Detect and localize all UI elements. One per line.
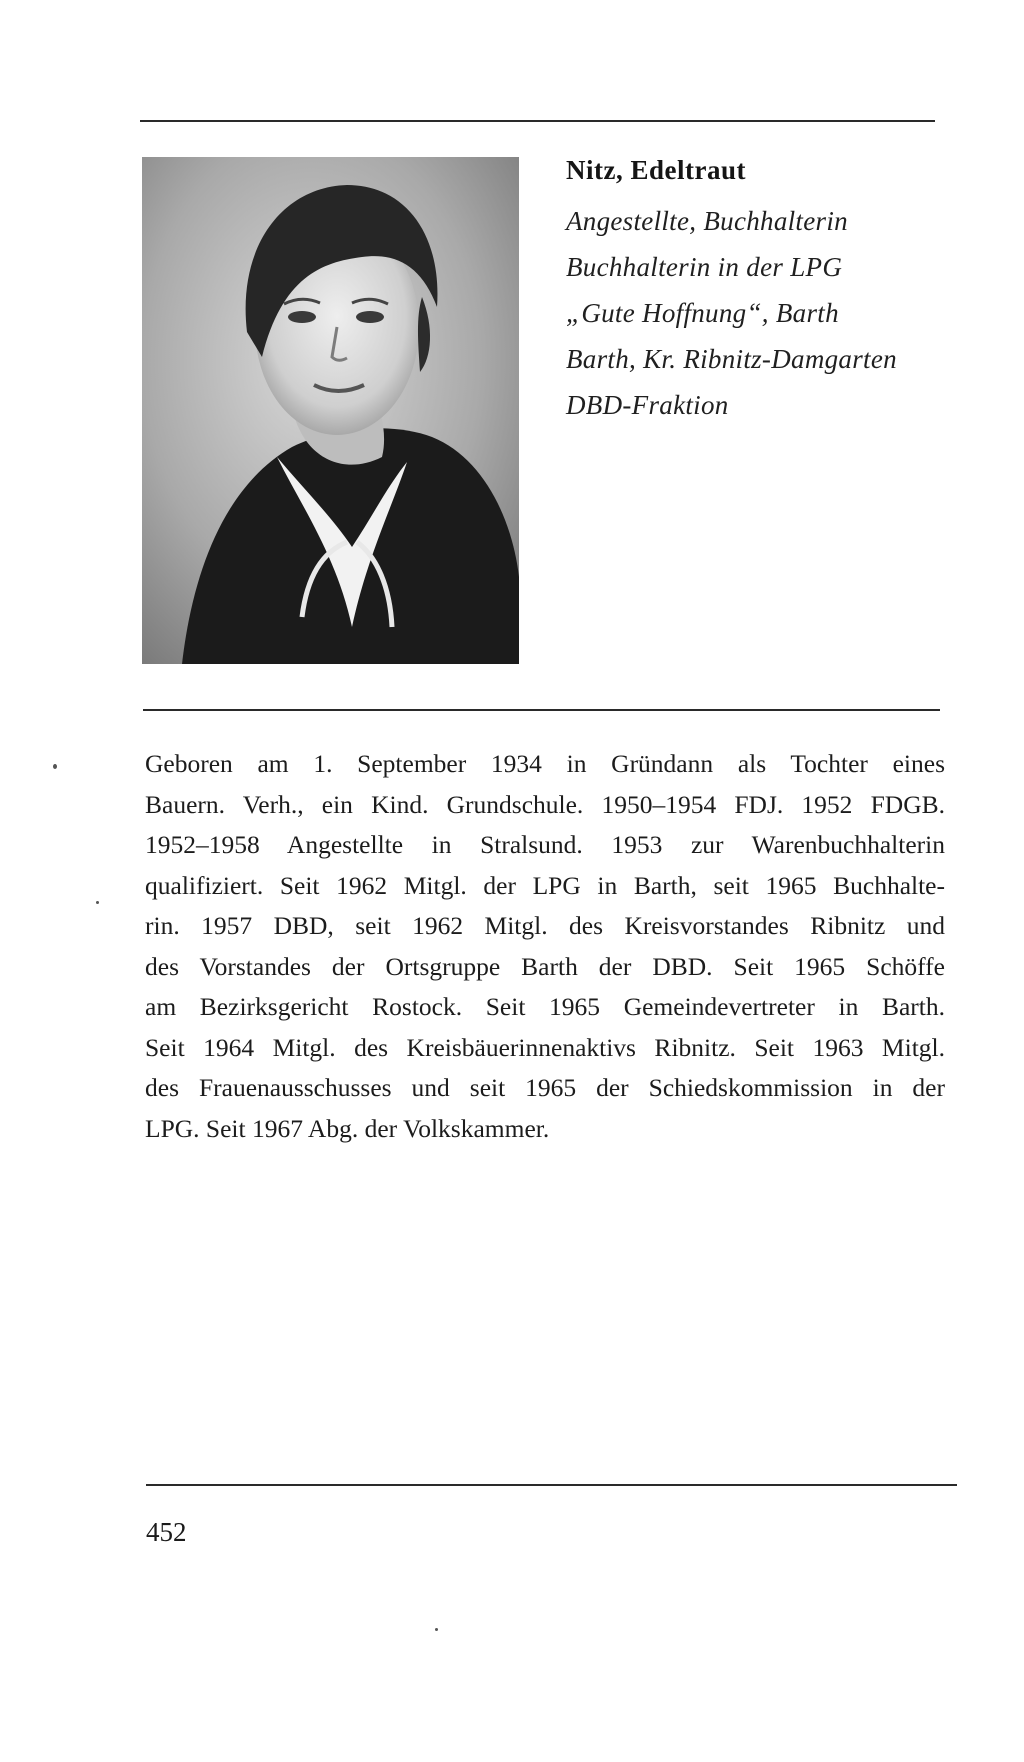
biography-line: Bauern. Verh., ein Kind. Grundschule. 1950–1954 FDJ. 1952 FDGB. bbox=[145, 789, 945, 819]
biography-line: Seit 1964 Mitgl. des Kreisbäuerinnenaktivs Ribnitz. Seit 1963 Mitgl. bbox=[145, 1032, 945, 1062]
residence: Barth, Kr. Ribnitz-Damgarten bbox=[566, 344, 897, 374]
biography-line: Geboren am 1. September 1934 in Gründann als Tochter eines bbox=[145, 749, 945, 778]
scan-speck bbox=[435, 1628, 438, 1631]
biography-text bbox=[145, 744, 945, 1149]
top-divider bbox=[140, 120, 935, 122]
scan-speck bbox=[53, 764, 57, 769]
biography-line: am Bezirksgericht Rostock. Seit 1965 Gemeindevertreter in Barth. bbox=[145, 992, 945, 1021]
biography-line: LPG. Seit 1967 Abg. der Volkskammer. bbox=[145, 1113, 550, 1143]
entry-header bbox=[566, 150, 966, 428]
person-name: Nitz, Edeltraut bbox=[566, 155, 746, 185]
faction: DBD-Fraktion bbox=[566, 390, 729, 420]
workplace-line-2: „Gute Hoffnung“, Barth bbox=[566, 298, 839, 328]
bottom-divider bbox=[146, 1484, 957, 1486]
occupation: Angestellte, Buchhalterin bbox=[566, 206, 848, 236]
biography-line: des Vorstandes der Ortsgruppe Barth der DBD. Seit 1965 Schöffe bbox=[145, 951, 945, 981]
middle-divider bbox=[143, 709, 940, 711]
biography-line: 1952–1958 Angestellte in Stralsund. 1953 zur Warenbuchhalterin bbox=[145, 830, 945, 859]
workplace-line-1: Buchhalterin in der LPG bbox=[566, 252, 843, 282]
biography-line: rin. 1957 DBD, seit 1962 Mitgl. des Kreisvorstandes Ribnitz und bbox=[145, 911, 945, 940]
scan-speck bbox=[96, 901, 99, 904]
page-number: 452 bbox=[146, 1517, 187, 1547]
biography-line: des Frauenausschusses und seit 1965 der Schiedskommission in der bbox=[145, 1073, 945, 1102]
biography-line: qualifiziert. Seit 1962 Mitgl. der LPG in Barth, seit 1965 Buchhalte- bbox=[145, 870, 945, 900]
portrait-photo bbox=[142, 157, 519, 664]
